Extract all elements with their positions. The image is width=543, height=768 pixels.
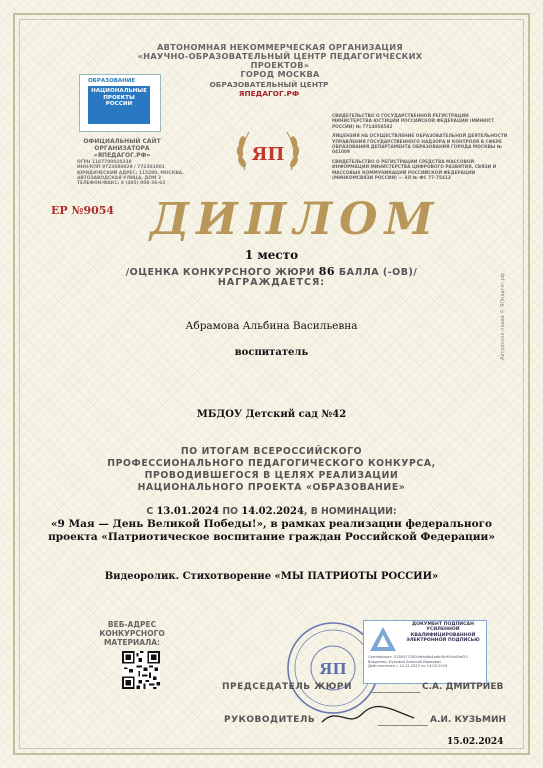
- qr-code-icon[interactable]: [122, 651, 160, 689]
- head-signature-line: [378, 725, 428, 726]
- e-signature-emblem-icon: [368, 625, 398, 655]
- diploma-number: ЕР №9054: [51, 204, 115, 217]
- work-title: Видеоролик. Стихотворение «МЫ ПАТРИОТЫ РОССИИ»: [104, 571, 439, 582]
- svg-text:ЯП: ЯП: [319, 660, 347, 678]
- laurel-logo-icon: [233, 120, 303, 184]
- head-signature-icon: [318, 704, 418, 730]
- jury-score: /ОЦЕНКА КОНКУРСНОГО ЖЮРИ 86 БАЛЛА (-ОВ)/: [125, 265, 418, 278]
- organization-header: АВТОНОМНАЯ НЕКОММЕРЧЕСКАЯ ОРГАНИЗАЦИЯ «НАУЧНО-ОБРАЗОВАТЕЛЬНЫЙ ЦЕНТР ПЕДАГОГИЧЕСКИХ ПРОЕКТОВ» ГОРОД МОСКВА: [137, 42, 423, 79]
- results-text: ПО ИТОГАМ ВСЕРОССИЙСКОГО ПРОФЕССИОНАЛЬНОГО ПЕДАГОГИЧЕСКОГО КОНКУРСА, ПРОВОДИВШЕГОСЯ В ЦЕЛЯХ РЕАЛИЗАЦИИ НАЦИОНАЛЬНОГО ПРОЕКТА «ОБРАЗОВАНИЕ»: [107, 446, 436, 493]
- recipient-name: Абрамова Альбина Васильевна: [185, 320, 358, 332]
- chairman-signature-line: [372, 692, 420, 693]
- head-name: А.И. КУЗЬМИН: [430, 715, 507, 725]
- svg-text:ЯП: ЯП: [251, 144, 285, 165]
- chairman-name: С.А. ДМИТРИЕВ: [422, 682, 504, 692]
- chairman-label: ПРЕДСЕДАТЕЛЬ ЖЮРИ: [222, 682, 352, 692]
- certificates-block: СВИДЕТЕЛЬСТВО О ГОСУДАРСТВЕННОЙ РЕГИСТРАЦИИ МИНИСТЕРСТВА ЮСТИЦИИ РОССИЙСКОЙ ФЕДЕРАЦИИ (МИНЮСТ РОССИИ) № 7714058582 ЛИЦЕНЗИЯ НА ОСУЩЕСТВЛЕНИЕ ОБРАЗОВАТЕЛЬНОЙ ДЕЯТЕЛЬНОСТИ УПРАВЛЕНИЯ ГОСУДАРСТВЕННОГО НАДЗОРА И КОНТРОЛЯ В СФЕРЕ ОБРАЗОВАНИЯ ДЕПАРТАМЕНТА ОБРАЗОВАНИЯ ГОРОДА МОСКВЫ № 041009 СВИДЕТЕЛЬСТВО О РЕГИСТРАЦИИ СРЕДСТВА МАССОВОЙ ИНФОРМАЦИИ МИНИСТЕРСТВА ЦИФРОВОГО РАЗВИТИЯ, СВЯЗИ И МАССОВЫХ КОММУНИКАЦИЙ РОССИЙСКОЙ ФЕДЕРАЦИИ (МИНКОМСВЯЗИ РОССИИ) — ЭЛ № ФС 77-75413: [332, 114, 508, 182]
- logo-badge: НАЦИОНАЛЬНЫЕ ПРОЕКТЫ РОССИИ: [88, 86, 150, 124]
- copyright-notice: Авторские права © ЯПедагог.рф: [500, 272, 506, 360]
- date-from: 13.01.2024: [156, 506, 220, 517]
- e-signature-title: ДОКУМЕНТ ПОДПИСАН УСИЛЕННОЙ КВАЛИФИЦИРОВАННОЙ ЭЛЕКТРОННОЙ ПОДПИСЬЮ: [406, 622, 480, 644]
- recipient-school: МБДОУ Детский сад №42: [196, 409, 347, 420]
- issue-date: 15.02.2024: [447, 737, 504, 747]
- logo-caption: ОБРАЗОВАНИЕ: [88, 78, 136, 84]
- contest-dates: С 13.01.2024 ПО 14.02.2024, В НОМИНАЦИИ:: [146, 506, 397, 517]
- requisites-block: ОГРН 1187700020238 ИНН/КПП 9723080029 / 772301001 ЮРИДИЧЕСКИЙ АДРЕС: 115280, МОСКВА, АВТОЗАВОДСКАЯ УЛИЦА, ДОМ 3 ТЕЛЕФОН/ФАКС: 8 (495) 008-36-63: [77, 160, 184, 187]
- e-signature-details: Сертификат: 01363772000dfadbb4adb4fc904a06ef23 Владелец: Кузьмин Алексей Иванович Действителен с 14.12.2022 по 14.03.2024: [368, 655, 468, 669]
- score-value: 86: [318, 265, 336, 278]
- diploma-title: ДИПЛОМ: [150, 194, 441, 245]
- date-to: 14.02.2024: [241, 506, 304, 517]
- web-address-label: ВЕБ-АДРЕС КОНКУРСНОГО МАТЕРИАЛА:: [99, 620, 165, 647]
- official-site-label: ОФИЦИАЛЬНЫЙ САЙТ ОРГАНИЗАТОРА «ЯПЕДАГОГ.РФ»: [83, 138, 161, 159]
- head-label: РУКОВОДИТЕЛЬ: [224, 715, 316, 725]
- nomination: «9 Мая — День Великой Победы!», в рамках реализации федерального проекта «Патриотическое воспитание граждан Российской Федерации»: [48, 518, 495, 543]
- awarded-label: НАГРАЖДАЕТСЯ:: [217, 277, 326, 288]
- recipient-position: воспитатель: [234, 347, 309, 358]
- place-award: 1 место: [244, 248, 299, 262]
- education-center-label: ОБРАЗОВАТЕЛЬНЫЙ ЦЕНТР ЯПЕДАГОГ.РФ: [209, 80, 329, 98]
